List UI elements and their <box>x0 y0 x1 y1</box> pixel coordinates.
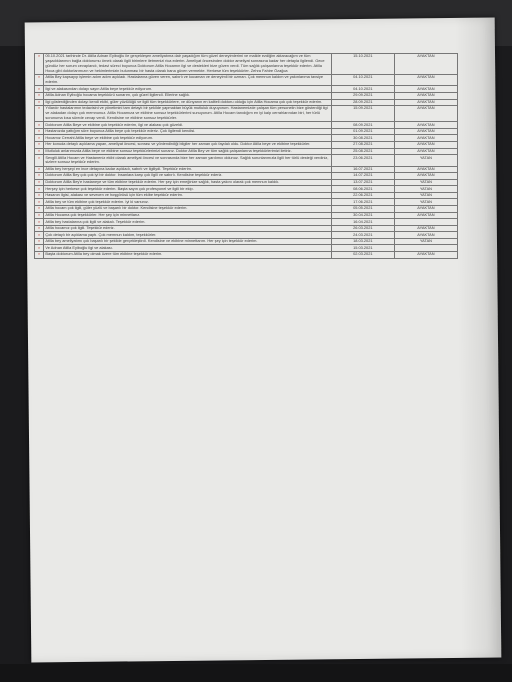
table-row <box>35 54 458 75</box>
feedback-text: Atilla hocam çok ilgili, güler yüzlü ve başarılı bir doktor. Kendisine teşekkür ederim. <box>43 205 331 212</box>
row-marker <box>35 155 44 166</box>
feedback-date: 13.07.2021 <box>331 179 394 186</box>
feedback-text: Doktorum Atilla Beye ve ekibine çok teşekkür ederim, ilgi ve alakası çok güzeldi. <box>43 122 331 129</box>
feedback-text: 05.10.2021 tarihinde Dr. Atilla Adnan Eyiboğlu ile gerçekleşen ameliyatıma dair yaşadığım tüm güzel deneyimlerimi ve mailde ezdiğim aktaracağım ve tüm yaşadıklarımın bağla doktorumu örnek olarak ilgili birimlere iletmenizi rica ederim. Ameliyat öncesinden doktor ameliyat sonrasına kadar her detayla ilgilendi. Gece gündüz her sorum cevaplandı, tedavi süreci boyunca Doktorum Atilla Hocamın ilgi ve destekleri bize güven verdi. Tüm sağlık çalışanlarına teşekkür ederim. Atilla Hoca gibi doktorlarımızın ve hekimlerimizin bulunması bir hasta olarak bana güven vermekte. Herkese tüm teşekkürler. Zehra Fahire Özağca <box>43 54 331 75</box>
row-marker-icon: × <box>37 225 41 231</box>
row-marker-icon: × <box>37 85 41 91</box>
feedback-text: İlgi gösterdiğinden dolayı kendi ekibi, güler yüzlülüğü ve ilgili tüm teşekkürlere, ve dünyanın en kaliteli doktoru olduğu için Atilla Hocama çok çok teşekkür ederim. <box>43 99 331 106</box>
row-marker-icon: × <box>37 147 41 153</box>
patient-status: YATAN <box>394 155 457 166</box>
row-marker <box>35 54 44 75</box>
feedback-date: 24.03.2021 <box>331 232 394 239</box>
patient-status: AYAKTAN <box>394 252 457 259</box>
patient-status: AYAKTAN <box>394 86 457 93</box>
feedback-date: 23.06.2021 <box>331 155 394 166</box>
patient-status: AYAKTAN <box>394 173 457 180</box>
feedback-text: Atilla hocamız çok ilgili. Teşekkür ederiz. <box>43 225 331 232</box>
row-marker <box>35 179 44 186</box>
row-marker-icon: × <box>37 231 41 237</box>
patient-status: AYAKTAN <box>394 92 457 99</box>
feedback-text: İlgi ve alakasından dolayı sayın Atilla beye teşekkür ediyorum. <box>43 86 331 93</box>
feedback-date: 15.09.2021 <box>331 106 394 122</box>
feedback-text: Atilla Bey kapsayıp işlemin adım adım açıkladı. Hastalarına güven veren, sabırlı ve kocaman ve deneyimli bir uzman. Çok memnun kaldım ve yakınlarıma tavsiye ederim. <box>43 74 331 85</box>
row-marker <box>35 238 44 245</box>
feedback-table <box>34 53 458 259</box>
paper-shadow <box>455 18 502 658</box>
row-marker-icon: × <box>37 198 41 204</box>
row-marker <box>35 74 44 85</box>
feedback-date: 15.03.2021 <box>331 245 394 252</box>
feedback-date: 04.10.2021 <box>331 74 394 85</box>
patient-status: AYAKTAN <box>394 225 457 232</box>
patient-status: AYAKTAN <box>394 122 457 129</box>
patient-status: AYAKTAN <box>394 166 457 173</box>
row-marker <box>35 252 44 259</box>
table-row <box>35 92 458 99</box>
row-marker-icon: × <box>37 105 41 111</box>
feedback-text: Atilla bey ve tüm ekibine çok teşekkür ederim. İyi ki varsınız. <box>43 199 331 206</box>
feedback-date: 01.09.2021 <box>331 128 394 135</box>
table-row <box>35 148 458 155</box>
feedback-text: Atilla Adnan Eyiboğlu hocama teşekkürü sunarım, çok güzel ilgilendi. Ellerine sağlık. <box>43 92 331 99</box>
table-row <box>35 128 458 135</box>
patient-status: AYAKTAN <box>394 232 457 239</box>
row-marker-icon: × <box>37 238 41 244</box>
patient-status: AYAKTAN <box>394 74 457 85</box>
feedback-date: 22.06.2021 <box>331 192 394 199</box>
table-row <box>35 212 458 219</box>
patient-status: AYAKTAN <box>394 128 457 135</box>
feedback-text: Çok detaylı bir açıklama yaptı. Çok memnun kaldım, teşekkürler. <box>43 232 331 239</box>
feedback-date: 05.05.2021 <box>331 205 394 212</box>
feedback-date: 16.07.2021 <box>331 166 394 173</box>
feedback-date: 04.10.2021 <box>331 86 394 93</box>
patient-status: YATAN <box>394 199 457 206</box>
row-marker-icon: × <box>37 172 41 178</box>
patient-status: AYAKTAN <box>394 141 457 148</box>
row-marker-icon: × <box>37 53 41 59</box>
table-row <box>35 74 458 85</box>
feedback-text: Atilla bey herşeyi en ince detayına kadar açıkladı, sabırlı ve ilgiliydi. Teşekkür ederim. <box>43 166 331 173</box>
row-marker-icon: × <box>37 74 41 80</box>
row-marker-icon: × <box>37 205 41 211</box>
row-marker-icon: × <box>37 211 41 217</box>
row-marker-icon: × <box>37 141 41 147</box>
row-marker-icon: × <box>37 92 41 98</box>
feedback-text: Her konuda detaylı açıklama yapan, ameliyat öncesi, sonrası ve yönlendirdiği bilgiler her zaman çok faydalı oldu. Doktor Atilla beye ve ekibine teşekkürler. <box>43 141 331 148</box>
patient-status: AYAKTAN <box>394 135 457 142</box>
row-marker-icon: × <box>37 218 41 224</box>
feedback-date: 26.03.2021 <box>331 225 394 232</box>
feedback-text: Mutluluk anlarımızda Atilla beye ve ekibine sonsuz teşekkürlerimizi sunarız. Doktor Atilla Bey ve tüm sağlık çalışanlarına teşekkürlerimizi iletiriz. <box>43 148 331 155</box>
feedback-date: 16.04.2021 <box>331 219 394 226</box>
patient-status: YATAN <box>394 186 457 193</box>
table-row <box>35 155 458 166</box>
patient-status: AYAKTAN <box>394 54 457 75</box>
patient-status: YATAN <box>394 238 457 245</box>
feedback-date: 08.06.2021 <box>331 186 394 193</box>
feedback-date: 27.08.2021 <box>331 141 394 148</box>
table-row <box>35 106 458 122</box>
feedback-date: 29.09.2021 <box>331 92 394 99</box>
feedback-date: 08.09.2021 <box>331 122 394 129</box>
feedback-date: 30.04.2021 <box>331 212 394 219</box>
feedback-text: Herşey için herkese çok teşekkür ederim. Başta sayın çok profesyonel ve ilgili bir ekip. <box>43 186 331 193</box>
patient-status: AYAKTAN <box>394 205 457 212</box>
row-marker <box>35 92 44 99</box>
row-marker-icon: × <box>37 192 41 198</box>
feedback-text: Hastanızda yattığım süre boyunca Atilla beye çok teşekkür ederiz. Çok ilgilendi kendisi. <box>43 128 331 135</box>
patient-status: AYAKTAN <box>394 212 457 219</box>
patient-status: AYAKTAN <box>394 106 457 122</box>
row-marker-icon: × <box>37 121 41 127</box>
patient-status: YATAN <box>394 179 457 186</box>
table-row <box>35 225 458 232</box>
row-marker <box>35 148 44 155</box>
row-marker-icon: × <box>37 244 41 250</box>
feedback-text: Atilla Hocama çok teşekkürler. Her şey için minnettarız. <box>43 212 331 219</box>
row-marker-icon: × <box>37 165 41 171</box>
feedback-text: Atilla bey ameliyatımı çok başarılı bir şekilde gerçekleştirdi. Kendisine ve ekibine minnettarım. Her şey için teşekkür ederim. <box>43 238 331 245</box>
feedback-date: 14.07.2021 <box>331 173 394 180</box>
feedback-text: Doktorum Atilla Bey çok çok iyi bir doktor. İnsanlara karşı çok ilgili ve sabırlı. Kendisine teşekkür ederiz. <box>43 173 331 180</box>
feedback-table-body <box>35 54 458 259</box>
row-marker-icon: × <box>37 98 41 104</box>
row-marker-icon: × <box>37 154 41 160</box>
row-marker-icon: × <box>37 179 41 185</box>
feedback-date: 18.03.2021 <box>331 238 394 245</box>
patient-status: AYAKTAN <box>394 148 457 155</box>
feedback-date: 17.06.2021 <box>331 199 394 206</box>
row-marker-icon: × <box>37 134 41 140</box>
feedback-date: 30.08.2021 <box>331 135 394 142</box>
patient-status: YATAN <box>394 192 457 199</box>
table-row <box>35 238 458 245</box>
feedback-text: Atilla bey hastalarına çok ilgili ve alakalı. Teşekkür ederim. <box>43 219 331 226</box>
row-marker <box>35 106 44 122</box>
row-marker <box>35 128 44 135</box>
row-marker <box>35 192 44 199</box>
table-row <box>35 179 458 186</box>
row-marker-icon: × <box>37 185 41 191</box>
feedback-date: 15.10.2021 <box>331 54 394 75</box>
row-marker <box>35 212 44 219</box>
feedback-text: Sevgili Atilla Hocam ve Hastaneniz ekibi olarak ameliyat öncesi ve sonrasında bize her zaman yardımcı oldunuz. Sağlık sorunlarımızla ilgili her türlü desteği verdiniz, sizlere sonsuz teşekkür ederim. <box>43 155 331 166</box>
feedback-text: Yıllardır hastalarımın tedavisini ve yönetimini tam detaylı bir şekilde yapmaktan büyük mutluluk duyuyorum. Hastanemizde çalışan tüm personelin bize gösterdiği ilgi ve alakadan dolayı çok memnunuz. Atilla Hocamıza ve ekibine sonsuz teşekkürlerimi sunuyorum. Atilla Hocam tanıdığım en iyi kalp cerrahlarından biri, her türlü sorunuma kısa sürede cevap verdi. Kendisine ve ekibine sonsuz teşekkürler. <box>43 106 331 122</box>
feedback-text: Başta doktorum Atilla bey olmak üzere tüm ekibine teşekkür ederim. <box>43 252 331 259</box>
table-row <box>35 252 458 259</box>
feedback-text: Hocamız Cerrahi Atilla beye ve ekibine çok teşekkür ediyorum. <box>43 135 331 142</box>
row-marker <box>35 225 44 232</box>
feedback-date: 02.03.2021 <box>331 252 394 259</box>
table-row <box>35 192 458 199</box>
feedback-date: 25.08.2021 <box>331 148 394 155</box>
background-bottom <box>0 664 512 682</box>
feedback-text: Ve Adnan Atilla Eyiboğlu ilgi ve alakası. <box>43 245 331 252</box>
row-marker-icon: × <box>37 128 41 134</box>
feedback-text: Doktorum Atilla Bey'e hastaneye ve tüm ekibine teşekkür ederim. Her şey için emeğinize sağlık, hasta yakını olarak çok memnun kaldık. <box>43 179 331 186</box>
row-marker-icon: × <box>37 251 41 257</box>
patient-status: AYAKTAN <box>394 99 457 106</box>
feedback-date: 28.09.2021 <box>331 99 394 106</box>
feedback-text: Hasanın ilgisi, alakası ve sevecen ve hoşgörüsü için tüm ekibe teşekkür ederim. <box>43 192 331 199</box>
